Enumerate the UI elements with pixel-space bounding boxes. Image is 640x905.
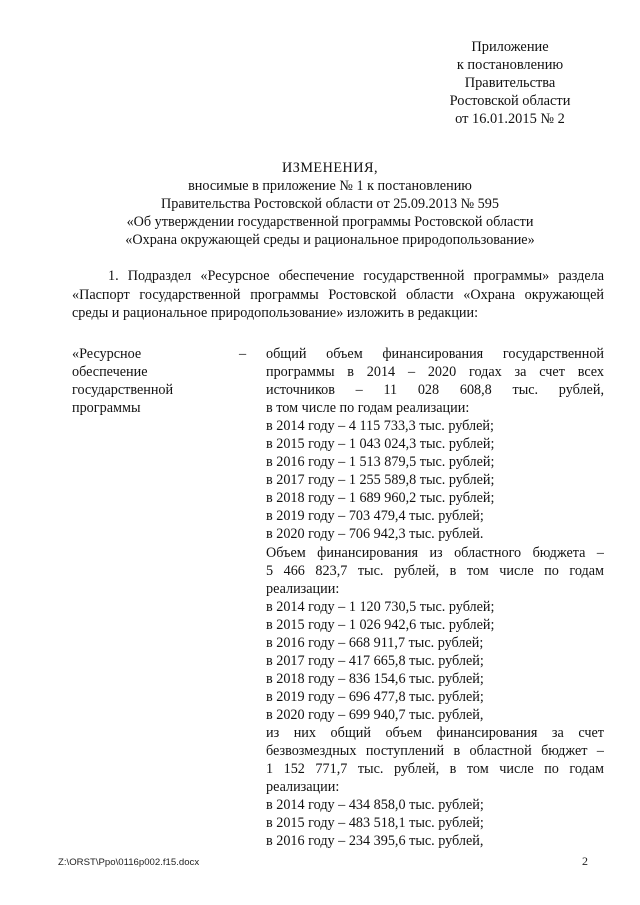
section-label-line: обеспечение: [72, 364, 148, 380]
content-line: 1 152 771,7 тыс. рублей, в том числе по годам: [266, 761, 604, 778]
appendix-line: Правительства: [464, 75, 556, 91]
footer-file-path: Z:\ORST\Ppo\0116p002.f15.docx: [58, 857, 200, 868]
content-line: безвозмездных поступлений в областной бюджет –: [266, 743, 604, 760]
content-line: в 2017 году – 417 665,8 тыс. рублей;: [266, 652, 484, 669]
content-line: в 2019 году – 703 479,4 тыс. рублей;: [266, 508, 484, 525]
appendix-line: Ростовской области: [449, 93, 571, 109]
section-label-line: государственной: [72, 382, 174, 398]
appendix-line: от 16.01.2015 № 2: [455, 111, 565, 127]
appendix-line: к постановлению: [456, 57, 564, 73]
intro-paragraph: [72, 267, 604, 323]
content-line: в 2014 году – 4 115 733,3 тыс. рублей;: [266, 418, 494, 435]
content-line: 5 466 823,7 тыс. рублей, в том числе по годам: [266, 562, 604, 579]
appendix-line: Приложение: [471, 39, 549, 55]
content-line: общий объем финансирования государственной: [266, 346, 604, 362]
content-line: в 2017 году – 1 255 589,8 тыс. рублей;: [266, 472, 495, 489]
content-line: источников – 11 028 608,8 тыс. рублей,: [266, 382, 604, 399]
content-line: в 2015 году – 1 026 942,6 тыс. рублей;: [266, 616, 495, 633]
content-line: реализации:: [266, 779, 340, 796]
content-line: в 2020 году – 706 942,3 тыс. рублей.: [266, 526, 484, 543]
content-line: в 2015 году – 1 043 024,3 тыс. рублей;: [266, 436, 495, 453]
footer-page-number: 2: [582, 854, 588, 868]
section-label-line: программы: [72, 400, 141, 416]
content-line: в 2016 году – 668 911,7 тыс. рублей;: [266, 634, 484, 651]
content-line: в том числе по годам реализации:: [266, 400, 470, 417]
section-label-line: «Ресурсное: [72, 346, 142, 362]
content-line: программы в 2014 – 2020 годах за счет всех: [266, 364, 604, 381]
content-line: в 2016 году – 1 513 879,5 тыс. рублей;: [266, 454, 495, 471]
funding-content: [266, 345, 604, 850]
title-line: «Об утверждении государственной программы Ростовской области: [126, 214, 534, 230]
document-title: [60, 159, 600, 249]
content-line: в 2018 году – 1 689 960,2 тыс. рублей;: [266, 490, 495, 507]
section-dash: –: [239, 346, 247, 362]
content-line: в 2018 году – 836 154,6 тыс. рублей;: [266, 670, 484, 687]
title-heading: ИЗМЕНЕНИЯ,: [281, 160, 379, 176]
content-line: в 2020 году – 699 940,7 тыс. рублей,: [266, 706, 484, 723]
title-line: Правительства Ростовской области от 25.09.2013 № 595: [161, 196, 499, 212]
title-line: «Охрана окружающей среды и рациональное природопользование»: [125, 232, 535, 248]
content-line: Объем финансирования из областного бюджета –: [266, 544, 604, 561]
content-line: в 2019 году – 696 477,8 тыс. рублей;: [266, 688, 484, 705]
intro-text: 1. Подраздел «Ресурсное обеспечение государственной программы» раздела «Паспорт государственной программы Ростовской области «Охрана окружающей среды и рациональное природопользование» изложить в редакции:: [72, 268, 604, 321]
content-line: в 2016 году – 234 395,6 тыс. рублей,: [266, 833, 484, 850]
appendix-header: [400, 38, 620, 128]
content-line: в 2014 году – 1 120 730,5 тыс. рублей;: [266, 598, 495, 615]
content-line: в 2014 году – 434 858,0 тыс. рублей;: [266, 797, 484, 814]
content-line: в 2015 году – 483 518,1 тыс. рублей;: [266, 815, 484, 832]
section-label: [72, 345, 222, 417]
content-line: из них общий объем финансирования за счет: [266, 724, 604, 741]
title-line: вносимые в приложение № 1 к постановлению: [188, 178, 472, 194]
content-line: реализации:: [266, 580, 340, 597]
